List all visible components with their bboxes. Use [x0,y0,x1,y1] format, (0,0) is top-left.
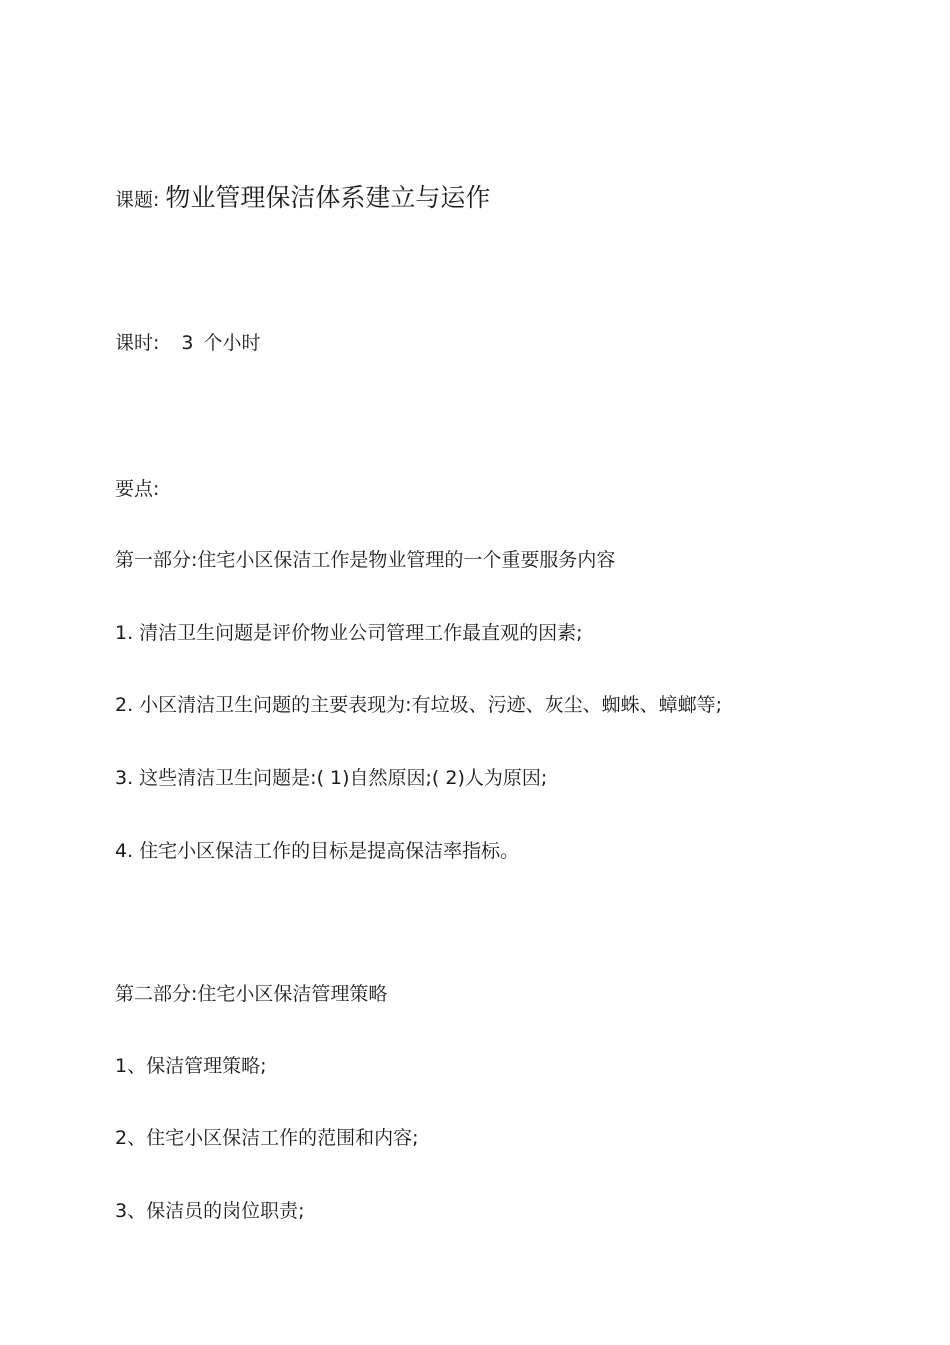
course-hours-line [115,330,261,356]
part1-item: 2. 小区清洁卫生问题的主要表现为:有垃圾、污迹、灰尘、蜘蛛、蟑螂等; [115,694,722,716]
course-title-label: 课题: [115,189,160,211]
part1-item: 1. 清洁卫生问题是评价物业公司管理工作最直观的因素; [115,622,583,644]
part2-item: 1、保洁管理策略; [115,1055,267,1077]
part2-heading: 第二部分:住宅小区保洁管理策略 [115,983,388,1005]
course-hours-value: 3 [181,332,194,354]
key-points-label: 要点: [115,478,160,500]
course-title: 物业管理保洁体系建立与运作 [165,183,491,212]
part2-item: 2、住宅小区保洁工作的范围和内容; [115,1127,419,1149]
course-hours-label: 课时: [115,332,160,354]
part2-item: 3、保洁员的岗位职责; [115,1200,305,1222]
part1-item: 3. 这些清洁卫生问题是:( 1)自然原因;( 2)人为原因; [115,767,548,789]
course-hours-unit: 个小时 [203,332,261,354]
course-title-line [115,185,490,213]
part1-item: 4. 住宅小区保洁工作的目标是提高保洁率指标。 [115,840,520,862]
part1-heading: 第一部分:住宅小区保洁工作是物业管理的一个重要服务内容 [115,549,616,571]
